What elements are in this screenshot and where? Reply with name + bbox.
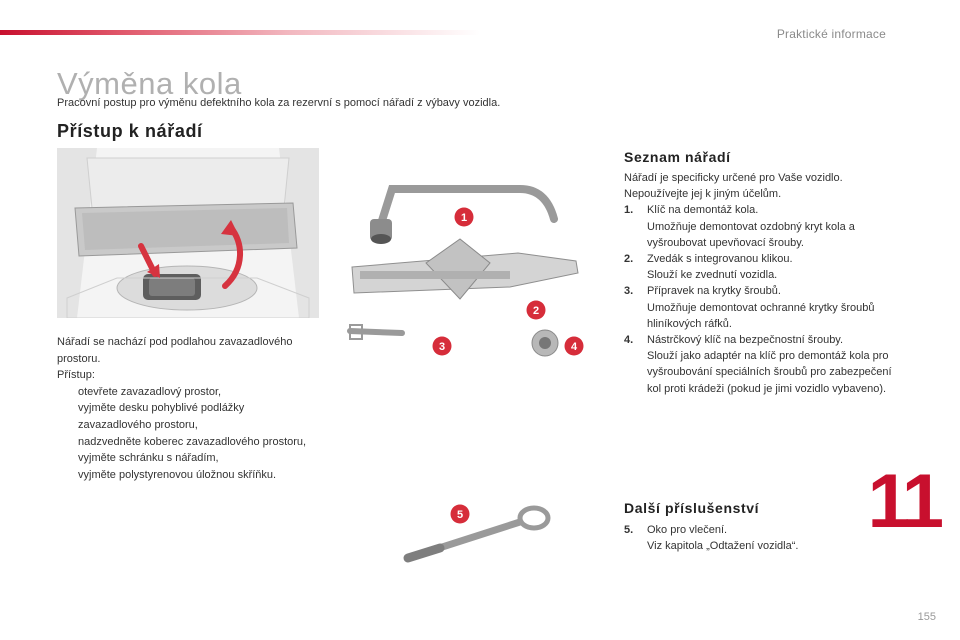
item-desc: Umožňuje demontovat ozdobný kryt kola a vyšroubovat upevňovací šrouby. bbox=[647, 220, 855, 249]
access-intro: Nářadí se nachází pod podlahou zavazadlového prostoru. bbox=[57, 336, 293, 365]
item-number: 2. bbox=[624, 253, 634, 266]
list-item: vyjměte desku pohyblivé podlážky zavazadlového prostoru, bbox=[78, 402, 245, 431]
item-number: 1. bbox=[624, 204, 634, 217]
page-number: 155 bbox=[917, 611, 936, 623]
tools-intro: Nářadí je specificky určené pro Vaše vozidlo. Nepoužívejte jej k jiným účelům. bbox=[624, 172, 843, 201]
tools-list bbox=[624, 202, 894, 396]
figure-badge-3 bbox=[433, 337, 452, 356]
list-item bbox=[624, 332, 894, 397]
list-item: nadzvedněte koberec zavazadlového prostoru, bbox=[78, 435, 307, 448]
item-number: 3. bbox=[624, 285, 634, 298]
access-intro-label: Přístup: bbox=[57, 369, 95, 382]
item-name: Klíč na demontáž kola. bbox=[647, 204, 759, 217]
item-name: Zvedák s integrovanou klikou. bbox=[647, 253, 793, 266]
item-name: Nástrčkový klíč na bezpečnostní šrouby. bbox=[647, 334, 844, 347]
figure-badge-5 bbox=[451, 505, 470, 524]
figure-badge-2 bbox=[527, 301, 546, 320]
section-header: Praktické informace bbox=[776, 27, 886, 41]
item-number: 4. bbox=[624, 334, 634, 347]
tools-heading: Seznam nářadí bbox=[624, 149, 731, 165]
svg-text:1: 1 bbox=[460, 212, 468, 224]
list-item: otevřete zavazadlový prostor, bbox=[78, 385, 222, 398]
item-desc: Slouží ke zvednutí vozidla. bbox=[647, 269, 778, 282]
access-heading: Přístup k nářadí bbox=[57, 121, 203, 141]
accessories-text bbox=[624, 522, 894, 554]
item-name: Oko pro vlečení. bbox=[647, 524, 728, 536]
header-accent-bar bbox=[0, 30, 480, 35]
list-item bbox=[624, 522, 894, 554]
item-number: 5. bbox=[624, 524, 634, 536]
access-steps bbox=[57, 384, 317, 484]
list-item bbox=[624, 202, 894, 251]
svg-text:2: 2 bbox=[532, 305, 540, 317]
list-item: vyjměte polystyrenovou úložnou skříňku. bbox=[78, 468, 277, 481]
trunk-illustration bbox=[57, 148, 319, 318]
list-item: vyjměte schránku s nářadím, bbox=[78, 452, 219, 465]
accessories-heading: Další příslušenství bbox=[624, 500, 760, 516]
figure-badge-4 bbox=[565, 337, 584, 356]
item-desc: Umožňuje demontovat ochranné krytky šroubů hliníkových ráfků. bbox=[647, 301, 875, 330]
page-title: Výměna kola bbox=[57, 66, 242, 101]
chapter-number: 11 bbox=[867, 459, 940, 544]
svg-text:4: 4 bbox=[570, 341, 578, 353]
item-desc: Viz kapitola „Odtažení vozidla“. bbox=[647, 540, 799, 553]
item-name: Přípravek na krytky šroubů. bbox=[647, 285, 781, 298]
list-item bbox=[624, 251, 894, 283]
item-desc: Slouží jako adaptér na klíč pro demontáž kola pro vyšroubování speciálních šroubů pro zabezpečení kol proti krádeži (pokud je jimi vozidlo vybaveno). bbox=[647, 350, 892, 395]
svg-text:5: 5 bbox=[456, 509, 464, 521]
tools-illustration bbox=[340, 175, 600, 375]
figure-badge-1 bbox=[455, 208, 474, 227]
tools-text bbox=[624, 170, 894, 397]
page-subtitle: Pracovní postup pro výměnu defektního kola za rezervní s pomocí nářadí z výbavy vozidla. bbox=[57, 97, 501, 109]
list-item bbox=[624, 283, 894, 332]
tow-eye-illustration bbox=[400, 500, 560, 570]
accessories-list bbox=[624, 522, 894, 554]
svg-text:3: 3 bbox=[438, 341, 446, 353]
access-text bbox=[57, 334, 317, 483]
